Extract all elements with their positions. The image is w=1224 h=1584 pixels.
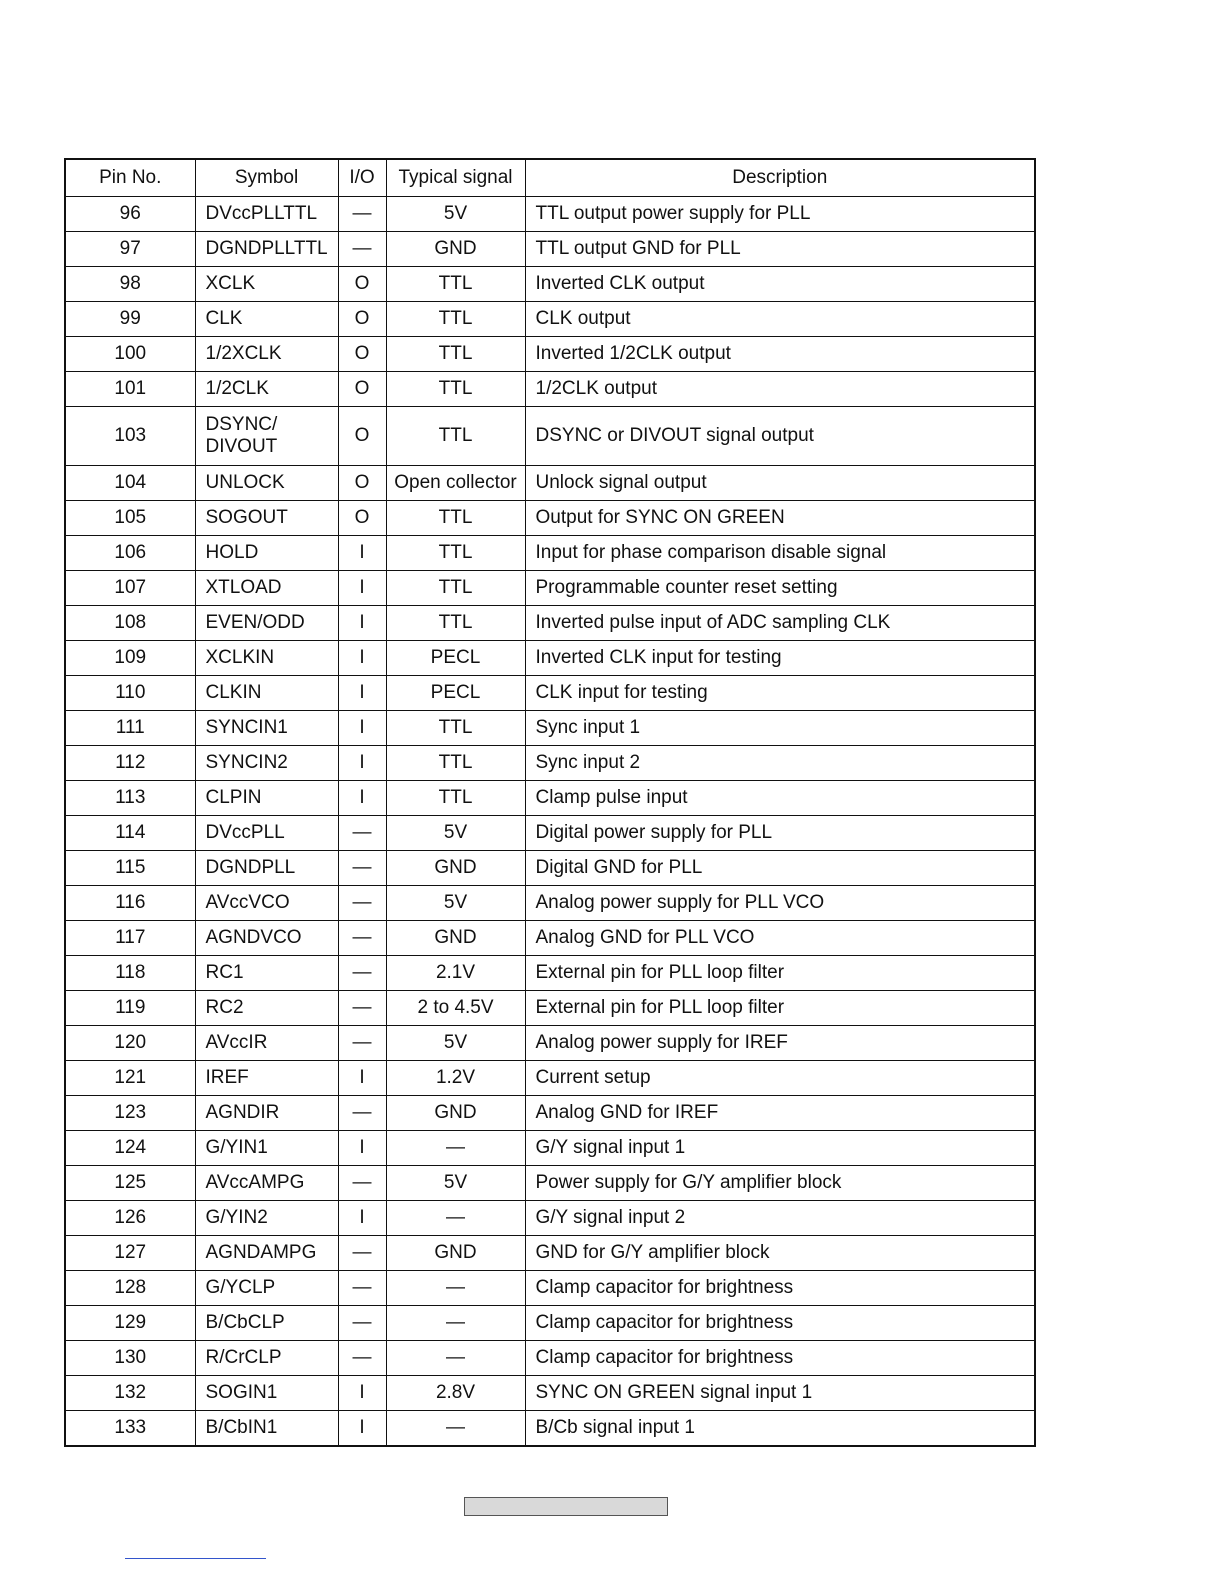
cell-description: Unlock signal output [525, 466, 1035, 501]
cell-pin-no: 123 [65, 1096, 195, 1131]
table-row [65, 1411, 1035, 1447]
cell-io: O [338, 466, 386, 501]
table-row [65, 536, 1035, 571]
cell-io: I [338, 1131, 386, 1166]
cell-typical-signal: TTL [386, 501, 525, 536]
cell-typical-signal: GND [386, 232, 525, 267]
cell-symbol: DVccPLL [195, 816, 338, 851]
cell-typical-signal: 5V [386, 1026, 525, 1061]
cell-symbol: RC1 [195, 956, 338, 991]
footer-link-underline [125, 1558, 266, 1559]
cell-description: External pin for PLL loop filter [525, 956, 1035, 991]
cell-pin-no: 110 [65, 676, 195, 711]
cell-description: SYNC ON GREEN signal input 1 [525, 1376, 1035, 1411]
table-row [65, 1376, 1035, 1411]
cell-description: Output for SYNC ON GREEN [525, 501, 1035, 536]
cell-typical-signal: TTL [386, 372, 525, 407]
cell-description: GND for G/Y amplifier block [525, 1236, 1035, 1271]
cell-description: Clamp pulse input [525, 781, 1035, 816]
cell-description: Digital GND for PLL [525, 851, 1035, 886]
table-row [65, 606, 1035, 641]
cell-io: — [338, 1271, 386, 1306]
cell-description: Inverted CLK output [525, 267, 1035, 302]
cell-pin-no: 97 [65, 232, 195, 267]
table-row [65, 781, 1035, 816]
cell-typical-signal: TTL [386, 337, 525, 372]
cell-description: Analog GND for PLL VCO [525, 921, 1035, 956]
cell-io: I [338, 571, 386, 606]
cell-description: DSYNC or DIVOUT signal output [525, 407, 1035, 466]
cell-pin-no: 133 [65, 1411, 195, 1447]
cell-pin-no: 118 [65, 956, 195, 991]
table-row [65, 372, 1035, 407]
table-body [65, 197, 1035, 1447]
cell-description: Programmable counter reset setting [525, 571, 1035, 606]
cell-io: — [338, 956, 386, 991]
table-row [65, 711, 1035, 746]
cell-symbol: XCLKIN [195, 641, 338, 676]
cell-io: O [338, 337, 386, 372]
cell-pin-no: 100 [65, 337, 195, 372]
cell-typical-signal: TTL [386, 746, 525, 781]
cell-description: G/Y signal input 2 [525, 1201, 1035, 1236]
cell-description: Current setup [525, 1061, 1035, 1096]
cell-io: I [338, 536, 386, 571]
cell-symbol: AVccIR [195, 1026, 338, 1061]
cell-typical-signal: — [386, 1411, 525, 1447]
cell-io: I [338, 781, 386, 816]
cell-symbol: UNLOCK [195, 466, 338, 501]
table-row [65, 571, 1035, 606]
cell-description: Clamp capacitor for brightness [525, 1271, 1035, 1306]
cell-typical-signal: 2 to 4.5V [386, 991, 525, 1026]
cell-symbol: CLPIN [195, 781, 338, 816]
cell-description: Inverted pulse input of ADC sampling CLK [525, 606, 1035, 641]
table-row [65, 1131, 1035, 1166]
cell-typical-signal: PECL [386, 676, 525, 711]
cell-io: O [338, 267, 386, 302]
cell-io: I [338, 641, 386, 676]
cell-typical-signal: — [386, 1271, 525, 1306]
table-row [65, 1096, 1035, 1131]
cell-io: I [338, 1411, 386, 1447]
cell-description: TTL output GND for PLL [525, 232, 1035, 267]
cell-pin-no: 125 [65, 1166, 195, 1201]
cell-pin-no: 96 [65, 197, 195, 232]
table-row [65, 1201, 1035, 1236]
cell-symbol: EVEN/ODD [195, 606, 338, 641]
cell-pin-no: 101 [65, 372, 195, 407]
cell-io: — [338, 1026, 386, 1061]
cell-io: — [338, 1236, 386, 1271]
cell-io: — [338, 1341, 386, 1376]
cell-typical-signal: TTL [386, 536, 525, 571]
cell-pin-no: 104 [65, 466, 195, 501]
cell-typical-signal: TTL [386, 606, 525, 641]
cell-symbol: DGNDPLLTTL [195, 232, 338, 267]
cell-pin-no: 109 [65, 641, 195, 676]
cell-io: — [338, 1306, 386, 1341]
cell-description: Analog power supply for PLL VCO [525, 886, 1035, 921]
table-row [65, 816, 1035, 851]
cell-io: — [338, 1096, 386, 1131]
cell-typical-signal: GND [386, 851, 525, 886]
table-row [65, 1166, 1035, 1201]
cell-symbol: CLK [195, 302, 338, 337]
table-row [65, 501, 1035, 536]
cell-description: Sync input 1 [525, 711, 1035, 746]
cell-typical-signal: 5V [386, 886, 525, 921]
cell-symbol: DVccPLLTTL [195, 197, 338, 232]
cell-symbol: AVccVCO [195, 886, 338, 921]
cell-symbol: DGNDPLL [195, 851, 338, 886]
table-row [65, 267, 1035, 302]
cell-pin-no: 126 [65, 1201, 195, 1236]
cell-description: Power supply for G/Y amplifier block [525, 1166, 1035, 1201]
cell-io: I [338, 746, 386, 781]
cell-symbol: AGNDVCO [195, 921, 338, 956]
cell-pin-no: 105 [65, 501, 195, 536]
cell-typical-signal: — [386, 1131, 525, 1166]
cell-io: I [338, 1061, 386, 1096]
header-symbol: Symbol [195, 159, 338, 197]
cell-typical-signal: TTL [386, 781, 525, 816]
cell-io: — [338, 197, 386, 232]
table-row [65, 1306, 1035, 1341]
cell-io: — [338, 921, 386, 956]
table-header-row [65, 159, 1035, 197]
cell-typical-signal: 5V [386, 1166, 525, 1201]
cell-typical-signal: TTL [386, 571, 525, 606]
cell-io: O [338, 501, 386, 536]
cell-pin-no: 107 [65, 571, 195, 606]
cell-typical-signal: TTL [386, 302, 525, 337]
table-row [65, 956, 1035, 991]
cell-typical-signal: TTL [386, 711, 525, 746]
cell-pin-no: 98 [65, 267, 195, 302]
table-row [65, 337, 1035, 372]
cell-io: O [338, 407, 386, 466]
cell-symbol: 1/2CLK [195, 372, 338, 407]
cell-description: TTL output power supply for PLL [525, 197, 1035, 232]
cell-symbol: SOGOUT [195, 501, 338, 536]
table-row [65, 1026, 1035, 1061]
cell-pin-no: 129 [65, 1306, 195, 1341]
cell-symbol: CLKIN [195, 676, 338, 711]
cell-pin-no: 103 [65, 407, 195, 466]
table-row [65, 851, 1035, 886]
header-io: I/O [338, 159, 386, 197]
cell-io: O [338, 372, 386, 407]
cell-symbol: AVccAMPG [195, 1166, 338, 1201]
cell-typical-signal: 2.1V [386, 956, 525, 991]
cell-symbol: G/YCLP [195, 1271, 338, 1306]
cell-pin-no: 117 [65, 921, 195, 956]
cell-io: I [338, 606, 386, 641]
table-row [65, 232, 1035, 267]
table-row [65, 886, 1035, 921]
cell-description: External pin for PLL loop filter [525, 991, 1035, 1026]
cell-typical-signal: Open collector [386, 466, 525, 501]
header-pin-no: Pin No. [65, 159, 195, 197]
cell-description: Analog power supply for IREF [525, 1026, 1035, 1061]
table-row [65, 991, 1035, 1026]
cell-symbol: SYNCIN1 [195, 711, 338, 746]
cell-description: Sync input 2 [525, 746, 1035, 781]
cell-symbol: XTLOAD [195, 571, 338, 606]
cell-symbol: SOGIN1 [195, 1376, 338, 1411]
cell-pin-no: 120 [65, 1026, 195, 1061]
cell-description: Clamp capacitor for brightness [525, 1306, 1035, 1341]
cell-description: Inverted 1/2CLK output [525, 337, 1035, 372]
cell-typical-signal: — [386, 1201, 525, 1236]
table-row [65, 921, 1035, 956]
cell-pin-no: 108 [65, 606, 195, 641]
cell-typical-signal: — [386, 1306, 525, 1341]
cell-symbol: SYNCIN2 [195, 746, 338, 781]
table-row [65, 1341, 1035, 1376]
table-row [65, 746, 1035, 781]
cell-pin-no: 111 [65, 711, 195, 746]
cell-io: I [338, 711, 386, 746]
cell-symbol: G/YIN2 [195, 1201, 338, 1236]
table-row [65, 197, 1035, 232]
cell-description: CLK output [525, 302, 1035, 337]
footer-page-box [464, 1497, 668, 1516]
cell-symbol: 1/2XCLK [195, 337, 338, 372]
cell-pin-no: 115 [65, 851, 195, 886]
cell-io: I [338, 1201, 386, 1236]
table-row [65, 676, 1035, 711]
cell-typical-signal: — [386, 1341, 525, 1376]
cell-pin-no: 99 [65, 302, 195, 337]
cell-pin-no: 130 [65, 1341, 195, 1376]
cell-description: 1/2CLK output [525, 372, 1035, 407]
cell-symbol: B/CbIN1 [195, 1411, 338, 1447]
cell-io: — [338, 851, 386, 886]
cell-io: — [338, 991, 386, 1026]
pin-description-table [64, 158, 1036, 1447]
table-row [65, 407, 1035, 466]
cell-pin-no: 114 [65, 816, 195, 851]
cell-io: I [338, 676, 386, 711]
cell-pin-no: 106 [65, 536, 195, 571]
header-description: Description [525, 159, 1035, 197]
cell-symbol: DSYNC/ DIVOUT [195, 407, 338, 466]
cell-pin-no: 116 [65, 886, 195, 921]
cell-description: CLK input for testing [525, 676, 1035, 711]
table-row [65, 641, 1035, 676]
cell-typical-signal: GND [386, 1236, 525, 1271]
cell-io: O [338, 302, 386, 337]
cell-symbol: IREF [195, 1061, 338, 1096]
cell-symbol: XCLK [195, 267, 338, 302]
cell-pin-no: 128 [65, 1271, 195, 1306]
cell-description: Inverted CLK input for testing [525, 641, 1035, 676]
cell-symbol: G/YIN1 [195, 1131, 338, 1166]
cell-pin-no: 132 [65, 1376, 195, 1411]
cell-pin-no: 121 [65, 1061, 195, 1096]
table-row [65, 1061, 1035, 1096]
cell-symbol: RC2 [195, 991, 338, 1026]
table-row [65, 466, 1035, 501]
cell-description: B/Cb signal input 1 [525, 1411, 1035, 1447]
cell-typical-signal: 2.8V [386, 1376, 525, 1411]
cell-description: Clamp capacitor for brightness [525, 1341, 1035, 1376]
cell-typical-signal: 1.2V [386, 1061, 525, 1096]
cell-typical-signal: TTL [386, 407, 525, 466]
cell-pin-no: 119 [65, 991, 195, 1026]
cell-description: Input for phase comparison disable signal [525, 536, 1035, 571]
cell-io: — [338, 886, 386, 921]
cell-pin-no: 113 [65, 781, 195, 816]
table-row [65, 1236, 1035, 1271]
cell-typical-signal: GND [386, 921, 525, 956]
cell-io: I [338, 1376, 386, 1411]
cell-description: G/Y signal input 1 [525, 1131, 1035, 1166]
cell-symbol: B/CbCLP [195, 1306, 338, 1341]
cell-description: Digital power supply for PLL [525, 816, 1035, 851]
cell-symbol: AGNDIR [195, 1096, 338, 1131]
cell-io: — [338, 816, 386, 851]
cell-symbol: AGNDAMPG [195, 1236, 338, 1271]
cell-pin-no: 127 [65, 1236, 195, 1271]
cell-typical-signal: TTL [386, 267, 525, 302]
cell-typical-signal: GND [386, 1096, 525, 1131]
header-typical-signal: Typical signal [386, 159, 525, 197]
cell-symbol: HOLD [195, 536, 338, 571]
cell-typical-signal: PECL [386, 641, 525, 676]
cell-symbol: R/CrCLP [195, 1341, 338, 1376]
cell-io: — [338, 232, 386, 267]
table-row [65, 302, 1035, 337]
cell-pin-no: 112 [65, 746, 195, 781]
cell-description: Analog GND for IREF [525, 1096, 1035, 1131]
cell-io: — [338, 1166, 386, 1201]
table-row [65, 1271, 1035, 1306]
cell-pin-no: 124 [65, 1131, 195, 1166]
cell-typical-signal: 5V [386, 197, 525, 232]
cell-typical-signal: 5V [386, 816, 525, 851]
